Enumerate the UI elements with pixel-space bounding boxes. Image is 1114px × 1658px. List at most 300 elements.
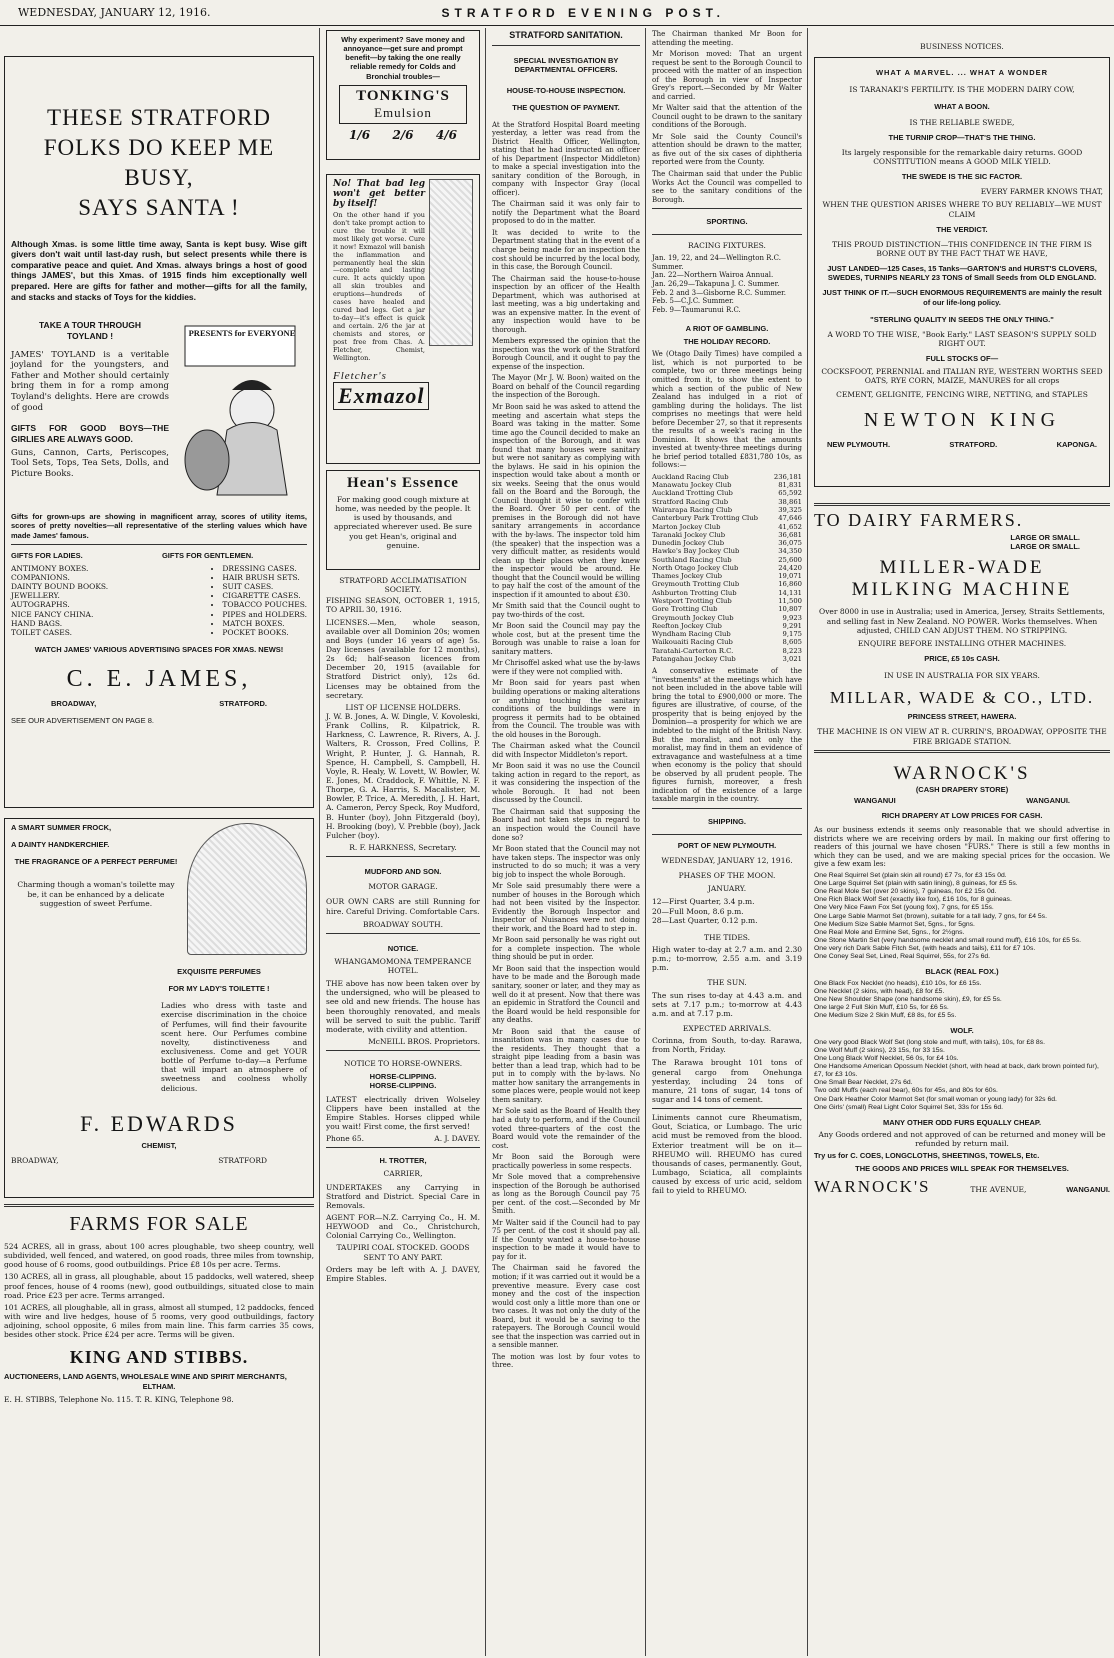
table-row: [652, 481, 802, 489]
trotter-agent: AGENT FOR—N.Z. Carrying Co., H. M. HEYWOOD and Co., Christchurch, Colonial Carrying Co., Wellington.: [326, 1213, 480, 1241]
fixture-item: Feb. 5—C.J.C. Summer.: [652, 297, 734, 306]
king-stibbs-town: ELTHAM.: [142, 1381, 176, 1391]
article-paragraph: Mr Chrisoffel asked what use the by-laws were if they were not complied with.: [492, 659, 640, 676]
table-row: [652, 473, 802, 481]
article-paragraph: Mr Boon said he was asked to attend the meeting and ascertain what steps the Board was taking in the matter. Some time ago the Council decided to make an inspection of the Borough, and it was found that many houses were sanitary but were not sanitary as complying with the bylaws. He said in his opinion the inspection would take about a month or six weeks. Seeing that the onus would fall on the Board and the Borough, the Council thought it wise to confer with the Board. Over 50 per cent. of the premises in the Borough did not have sanitary arrangements in accordance with the by-laws. The inspector told him (the speaker) that the inspection was a very difficult matter, as residents would clean up their places when they knew the inspector would be around. He thought that the Council would be willing to pay half the cost of the amount of the inspection if it amounted to about £30.: [492, 403, 640, 599]
club-name: Wyndham Racing Club: [652, 630, 731, 639]
club-amount: 36,681: [778, 530, 802, 539]
nk-largely: Its largely responsible for the remarkable dairy returns. GOOD CONSTITUTION means A GOOD MILK YIELD.: [841, 147, 1083, 166]
table-row: [652, 523, 802, 531]
table-row: [652, 647, 802, 655]
nk-verdict: THE VERDICT.: [936, 224, 988, 234]
warnock-goods: Any Goods ordered and not approved of can be returned and money will be refunded by return mail.: [818, 1130, 1106, 1149]
list-item: One Dark Heather Color Marmot Set (for small woman or young lady) for 32s 6d.: [814, 1095, 1057, 1103]
trotter-title: H. TROTTER,: [379, 1156, 427, 1166]
club-name: Waikouaiti Racing Club: [652, 638, 733, 647]
warnock-more: MANY OTHER ODD FURS EQUALLY CHEAP.: [882, 1117, 1042, 1127]
james-addr-left: BROADWAY,: [51, 699, 97, 709]
club-name: Taratahi-Carterton R.C.: [652, 646, 734, 655]
king-stibbs-trade: AUCTIONEERS, LAND AGENTS, WHOLESALE WINE AND SPIRIT MERCHANTS,: [4, 1372, 287, 1382]
mw-large-2: LARGE OR SMALL.: [1010, 542, 1080, 552]
list-item: • HAND BAGS.: [11, 619, 108, 628]
list-item: One Small Bear Necklet, 27s 6d.: [814, 1079, 913, 1087]
article-paragraph: The Chairman thanked Mr Boon for attending the meeting.: [652, 30, 802, 47]
moon-phase: 28—Last Quarter, 0.12 p.m.: [652, 915, 758, 925]
column-rule: [645, 28, 646, 1656]
list-item: Two odd Muffs (each real bear), 60s for 45s, and 80s for 60s.: [814, 1087, 998, 1095]
article-paragraph: Mr Boon stated that the Council may not have taken steps. The inspector was only instructed to do so much; it was a very big job to inspect the whole Borough.: [492, 845, 640, 879]
tonkings-text: Why experiment? Save money and annoyance—get sure and prompt benefit—by taking the one really reliable remedy for Colds and Bronchial troubles—: [341, 35, 465, 81]
list-item: • MATCH BOXES.: [222, 619, 307, 628]
warnock-black-heading: BLACK (REAL FOX.): [925, 967, 999, 977]
table-row: [652, 539, 802, 547]
exmazol-ad: [326, 174, 480, 464]
article-paragraph: Mr Sole said as the Board of Health they had a duty to perform, and if the Council voted three-quarters of the cost the Board would vote the remainder of the cost.: [492, 1107, 640, 1150]
club-name: Patangahau Jockey Club: [652, 655, 736, 663]
list-item: • CIGARETTE CASES.: [222, 591, 307, 600]
warnock-black-list: [814, 980, 1110, 1021]
table-row: [652, 630, 802, 638]
club-name: Wairarapa Racing Club: [652, 505, 733, 514]
farm-listing: 524 ACRES, all in grass, about 100 acres ploughable, two sheep country, well subdivided, well fenced, and watered, on good roads, three miles from township, good house of 6 rooms, good outbuildings. Price £8 10s per acre. Terms.: [4, 1242, 314, 1270]
warnock-town: WANGANUI.: [1026, 795, 1070, 805]
sporting-heading: SPORTING.: [706, 217, 748, 227]
club-name: Southland Racing Club: [652, 555, 732, 564]
king-stibbs-contacts: E. H. STIBBS, Telephone No. 115. T. R. KING, Telephone 98.: [4, 1394, 234, 1404]
club-name: Manawatu Jockey Club: [652, 481, 732, 490]
mudford-addr: BROADWAY SOUTH.: [362, 919, 444, 929]
warnocks-ad: [814, 763, 1110, 1197]
list-item: • POCKET BOOKS.: [222, 628, 307, 637]
perfume-body-2: Ladies who dress with taste and exercise discrimination in the choice of Perfumes, will find their favourite scent here. Our Perfumes combine novelty, distinctiveness and exclusiveness. Come and get YOUR bottle of Perfume to-day—a Perfume that will impart an atmosphere of sweetness and coolness wholly delicious.: [161, 1001, 307, 1093]
club-amount: 65,592: [778, 489, 802, 498]
racing-heading: RACING FIXTURES.: [688, 241, 766, 251]
nk-factor: THE SWEDE IS THE SIC FACTOR.: [901, 172, 1023, 182]
article-paragraph: The Chairman asked what the Council did with Inspector Middleton's report.: [492, 742, 640, 759]
club-name: Canterbury Park Trotting Club: [652, 514, 758, 523]
article-paragraph: The Chairman said it was only fair to notify the Department what the Board proposed to do in the matter.: [492, 200, 640, 226]
nk-turnip: THE TURNIP CROP—THAT'S THE THING.: [888, 132, 1036, 142]
sanitation-continued: [652, 30, 802, 204]
warnock-wolf-list: [814, 1039, 1110, 1112]
nk-fertility: IS TARANAKI'S FERTILITY. IS THE MODERN DAIRY COW,: [849, 85, 1075, 95]
article-paragraph: Mr Smith said that the Council ought to pay two-thirds of the cost.: [492, 602, 640, 619]
james-addr-right: STRATFORD.: [219, 699, 267, 709]
club-name: Hawke's Bay Jockey Club: [652, 547, 740, 556]
article-paragraph: Members expressed the opinion that the inspection was the work of the Stratford Borough Council, and it ought to pay the expense of the inspection.: [492, 337, 640, 371]
list-item: • NICE FANCY CHINA.: [11, 610, 108, 619]
nk-word: A WORD TO THE WISE, "Book Early." LAST SEASON'S SUPPLY SOLD RIGHT OUT.: [827, 329, 1097, 348]
gents-heading: GIFTS FOR GENTLEMEN.: [161, 550, 254, 560]
nk-town: NEW PLYMOUTH.: [827, 439, 891, 449]
mw-view: THE MACHINE IS ON VIEW AT R. CURRIN'S, BROADWAY, OPPOSITE THE FIRE BRIGADE STATION.: [817, 727, 1107, 746]
club-amount: 8,223: [782, 646, 802, 655]
list-item: One Girls' (small) Real Light Color Squirrel Set, 33s for 15s 6d.: [814, 1103, 1004, 1111]
hotel-body: THE above has now been taken over by the undersigned, who will be pleased to see old and new friends. The house has been thoroughly renovated, and meals will be served to suit the public. Tariff moderate, with civility and attention.: [326, 979, 480, 1034]
presents-label: PRESENTS for EVERYONE: [188, 328, 296, 339]
fixture-item: Feb. 9—Taumarunui R.C.: [652, 305, 741, 314]
hotel-sign: McNEILL BROS. Proprietors.: [368, 1037, 480, 1047]
club-amount: 41,652: [778, 522, 802, 531]
list-item: One Rich Black Wolf Set (exactly like fox), £16 10s, for 8 guineas.: [814, 896, 1012, 904]
trotter-coal: TAUPIRI COAL STOCKED. GOODS SENT TO ANY PART.: [336, 1243, 470, 1262]
warnock-footer-name: WARNOCK'S: [814, 1176, 931, 1196]
edwards-chemist: CHEMIST,: [141, 1140, 177, 1150]
list-item: One very rich Dark Sable Fitch Set, (with heads and tails), £11 for £7 10s.: [814, 945, 1036, 953]
article-paragraph: The Chairman said the house-to-house inspection by an officer of the Health Department, which was authorised at last meeting, was a big undertaking and was an expensive matter. In the event of any inspection would have to be thorough.: [492, 274, 640, 334]
farm-listing: 101 ACRES, all ploughable, all in grass, almost all stumped, 12 paddocks, fenced with wire and live hedges, house of 5 rooms, very good outbuildings, factory adjoining, school opposite, 6 miles from main line. This farm carries 35 cows, besides other stock. Price £24 per acre. Terms will be given.: [4, 1302, 314, 1340]
accl-sign: R. F. HARKNESS, Secretary.: [349, 842, 457, 852]
moon-heading: PHASES OF THE MOON.: [678, 871, 776, 881]
rarawa-cargo: The Rarawa brought 101 tons of general cargo from Onehunga yesterday, including 24 tons of manure, 21 tons of sugar, 14 tons of sugar and 14 tons of cement.: [652, 1058, 802, 1105]
trotter-body: UNDERTAKES any Carrying in Stratford and District. Special Care in Removals.: [326, 1182, 480, 1210]
mw-title: TO DAIRY FARMERS.: [814, 510, 1024, 531]
list-item: One Necklet (2 skins, with head), £8 for £5.: [814, 987, 945, 995]
warnock-wolf-heading: WOLF.: [950, 1026, 974, 1036]
james-see-page: SEE OUR ADVERTISEMENT ON PAGE 8.: [11, 716, 154, 726]
gambling-table: [652, 473, 802, 663]
perfume-line-2: A DAINTY HANDKERCHIEF.: [11, 840, 110, 850]
nk-marvel: WHAT A MARVEL. ... WHAT A WONDER: [875, 68, 1049, 78]
list-item: One Stone Martin Set (very handsome necklet and small round muff), £16 10s, for £5 5s.: [814, 937, 1081, 945]
king-stibbs-ad: [4, 1204, 314, 1404]
santa-illustration: [177, 320, 307, 504]
james-firm: C. E. JAMES,: [66, 666, 252, 693]
sanitation-article: [492, 121, 640, 1370]
article-paragraph: Mr Sole said presumably there were a number of houses in the Borough which had not been visited by the Inspector. Evidently the Borough Inspector and Inspector of Nuisances were not doing their work, and the Board had to step in.: [492, 882, 640, 933]
table-row: [652, 589, 802, 597]
nk-boon: WHAT A BOON.: [934, 102, 990, 112]
warnock-name: WARNOCK'S: [893, 762, 1031, 784]
exmazol-head: No! That bad leg won't get better by itself!: [333, 179, 425, 209]
exmazol-product: Exmazol: [333, 382, 429, 410]
boys-heading: GIFTS FOR GOOD BOYS—THE GIRLIES ARE ALWAYS GOOD.: [11, 423, 169, 444]
nk-items: COCKSFOOT, PERENNIAL and ITALIAN RYE, WESTERN WORTHS SEED OATS, RYE CORN, MAIZE, MANURES for all crops: [821, 367, 1103, 386]
table-row: [652, 597, 802, 605]
club-name: Reefton Jockey Club: [652, 621, 722, 630]
warnock-footer-avenue: THE AVENUE,: [970, 1184, 1027, 1194]
edwards-perfume-ad: [4, 818, 314, 1198]
club-name: Auckland Trotting Club: [652, 489, 733, 498]
club-name: Auckland Racing Club: [652, 472, 729, 481]
trotter-orders: Orders may be left with A. J. DAVEY, Empire Stables.: [326, 1264, 480, 1283]
club-amount: 9,291: [782, 621, 802, 630]
list-item: One very good Black Wolf Set (long stole and muff, with tails), 10s, for £8 8s.: [814, 1038, 1045, 1046]
club-name: Ashburton Trotting Club: [652, 588, 737, 597]
nk-every: EVERY FARMER KNOWS THAT,: [980, 187, 1103, 197]
list-item: • HAIR BRUSH SETS.: [222, 573, 307, 582]
farm-listing: 130 ACRES, all in grass, all ploughable, about 15 paddocks, well watered, sheep proof fences, house of 4 rooms (new), good outbuildings, situated close to main road. Price £23 per acre. Terms arranged.: [4, 1272, 314, 1300]
warnock-rich: RICH DRAPERY AT LOW PRICES FOR CASH.: [881, 810, 1043, 820]
list-item: • AUTOGRAPHS.: [11, 600, 108, 609]
article-paragraph: It was decided to write to the Department stating that in the event of a charge being made for an inspection the cost should be incurred by the local body, in this case, the Borough Council.: [492, 228, 640, 272]
club-name: Westport Trotting Club: [652, 597, 732, 606]
man-figure-icon: [429, 179, 473, 346]
accl-list: J. W. B. Jones, A. W. Dingle, V. Kovoleski, Frank Collins, R. Kilpatrick, R. Harkness, C. Lawrence, R. Rivers, A. J. Walters, R. Crosson, Fred Collins, P. Wright, P. Hunter, J. G. Hannah, R. Spence, H. Campbell, S. Campbell, H. Voyle, R. Healy, W. Lovett, W. Bowler, W. E. Jones, M. Craddock, F. Whittle, N. F. Thorpe, G. A. Harris, S. Macalister, M. Bowler, P. Trice, A. Meredith, J. H. Hart, A. Cameron, Percy Speck, Roy Mudford, B. Hunter (boy), John Fitzgerald (boy), H. Brooking (boy), V. Prebble (boy), Jack Fulcher (boy).: [326, 711, 480, 840]
hotel-title: WHANGAMOMONA TEMPERANCE HOTEL.: [334, 956, 472, 976]
perfume-line-1: A SMART SUMMER FROCK,: [11, 823, 112, 832]
tonkings-price: 4/6: [435, 127, 457, 142]
list-item: One Medium Size 2 Skin Muff, £8 8s, for £5 5s.: [814, 1012, 957, 1020]
column-rule: [807, 28, 808, 1656]
conservative-estimate: A conservative estimate of the "investments" at the meetings which have not been included in the above table will bring the total to £900,000 or more. The figures are illustrative, of course, of the prosperity that is being enjoyed by the Dominion—a prosperity for which we are indebted to the might of the British Navy. But the moralist, and not only the moralist, may find in them an evidence of extravagance and wastefulness at a time when economy is the policy that should be observed by all prudent people. The figures furnish, moreover, a fresh indication of the existence of a large taxable margin in the country.: [652, 667, 802, 804]
warnock-footer-town: WANGANUI.: [1066, 1184, 1110, 1194]
accl-season: FISHING SEASON, OCTOBER 1, 1915, TO APRIL 30, 1916.: [326, 596, 480, 615]
article-paragraph: Mr Walter said if the Council had to pay 75 per cent. of the cost it should pay all. If the County wanted a house-to-house inspection to be made it would have to pay for it.: [492, 1218, 640, 1261]
club-amount: 9,923: [782, 613, 802, 622]
nk-town: STRATFORD.: [949, 439, 998, 449]
warnock-try: Try us for C. COES, LONGCLOTHS, SHEETINGS, TOWELS, Etc.: [814, 1151, 1040, 1161]
hean-body: For making good cough mixture at home, was needed by the people. It is used by thousands, and appreciated wherever used. Be sure you get Hean's, original and genuine.: [334, 495, 472, 550]
club-amount: 8,605: [782, 638, 802, 647]
masthead: [0, 0, 1114, 26]
santa-headline-1: THESE STRATFORD: [47, 105, 271, 130]
list-item: One Large Sable Marmot Set (brown), suitable for a tall lady, 7 gns, for £4 5s.: [814, 912, 1047, 920]
santa-headline-2: FOLKS DO KEEP ME BUSY,: [43, 134, 275, 190]
moon-phase: 20—Full Moon, 8.6 p.m.: [652, 906, 744, 916]
rheumo-ad: Liniments cannot cure Rheumatism, Gout, Sciatica, or Lumbago. The uric acid must be removed from the blood. Exterior treatment will be on it—RHEUMO will. RHEUMO has cured thousands of cases, permanently. Gout, Lumbago, Sciatica, all complaints caused by excess of uric acid, seldom fail to yield to RHEUMO.: [652, 1113, 802, 1196]
list-item: One large 2 Full Skin Muff, £10 5s, for £6 5s.: [814, 1004, 949, 1012]
racing-fixtures: [652, 254, 802, 314]
trotter-sub: CARRIER,: [383, 1169, 423, 1179]
table-row: [652, 514, 802, 522]
club-name: Gore Trotting Club: [652, 605, 718, 614]
list-item: One Long Black Wolf Necklet, 56 0s, for £4 10s.: [814, 1054, 959, 1062]
list-item: One Coney Seal Set, Lined, Real Squirrel, 55s, for 27s 6d.: [814, 953, 991, 961]
list-item: • DRESSING CASES.: [222, 564, 307, 573]
horse-sign: A. J. DAVEY.: [434, 1134, 480, 1144]
mudford-sub: MOTOR GARAGE.: [368, 882, 438, 892]
article-paragraph: At the Stratford Hospital Board meeting yesterday, a letter was read from the District Health Officer, Wellington, stating that he had instructed an officer of his Department (Inspector Middleton) to make a special investigation into the sanitary condition of the Borough, in company with Inspector Gray (local officer).: [492, 120, 640, 197]
list-item: One Real Mole and Ermine Set, 5gns., for 2½gns.: [814, 928, 965, 936]
list-item: • TOBACCO POUCHES.: [222, 600, 307, 609]
tonkings-brand-box: [339, 85, 467, 124]
list-item: One Handsome American Opossum Necklet (short, with head at back, dark brown pointed fur), £7, for £3 10s.: [814, 1063, 1099, 1079]
club-amount: 16,860: [778, 580, 802, 589]
article-paragraph: The Chairman said that under the Public Works Act the Council was compelled to see to the sanitary conditions of the Borough.: [652, 169, 802, 204]
article-paragraph: Mr Boon said that the cause of insanitation was in many cases due to the residents. They thought that a straight pipe leading from a basin was better than a lead trap, which had to be put in to comply with the by-laws. No matter how sanitary the arrangements in some places were, people would not keep them sanitary.: [492, 1027, 641, 1104]
table-row: [652, 605, 802, 613]
table-row: [652, 614, 802, 622]
perfume-body-1: Charming though a woman's toilette may be, it can be enhanced by a delicate suggestion of sweet Perfume.: [17, 880, 175, 908]
heans-essence-ad: [326, 470, 480, 570]
mw-six: IN USE IN AUSTRALIA FOR SIX YEARS.: [884, 671, 1040, 681]
nk-quality: "STERLING QUALITY IN SEEDS THE ONLY THING.": [870, 314, 1054, 324]
perfume-heading-2: FOR MY LADY'S TOILETTE !: [168, 984, 270, 994]
list-item: One Very Nice Fawn Fox Set (young fox), 7 gns, for £5 15s.: [814, 904, 994, 912]
mw-street: PRINCESS STREET, HAWERA.: [907, 712, 1017, 722]
list-item: One Black Fox Necklet (no heads), £10 10s, for £6 15s.: [814, 979, 982, 987]
club-amount: 24,420: [778, 563, 802, 572]
horse-heading: HORSE-CLIPPING.: [369, 1072, 437, 1082]
list-item: One Wolf Muff (2 skins), 23 15s, for 33 15s.: [814, 1046, 945, 1054]
article-paragraph: The Mayor (Mr J. W. Boon) waited on the Board on behalf of the Council regarding the inspection of the Borough.: [492, 374, 640, 400]
table-row: [652, 489, 802, 497]
business-notices-heading: BUSINESS NOTICES.: [920, 42, 1004, 51]
mudford-title: MUDFORD AND SON.: [364, 867, 442, 877]
warnock-town: WANGANUI: [854, 795, 896, 805]
fixture-item: Jan. 26,29—Takapuna J. C. Summer.: [652, 279, 780, 288]
tonkings-price: 1/6: [349, 127, 371, 142]
accl-body: LICENSES.—Men, whole season, available over all Dominion 20s; women and Boys (under 16 years of age) 5s. Day licenses (available for 12 months), 2s 6d; half-season licences from December 20, 1915 (available for Stratford District only), 12s 6d. Licenses may be obtained from the secretary.: [326, 617, 480, 700]
horse-clipping-ad: [326, 1059, 480, 1143]
article-paragraph: Mr Boon said personally he was right out for a complete inspection. The whole thing should be put in order.: [492, 936, 640, 962]
table-row: [652, 556, 802, 564]
tour-body: JAMES' TOYLAND is a veritable joyland for the youngsters, and Father and Mother should certainly bring them in for a romp among Toyland's delights. Here are crowds of good: [11, 349, 169, 413]
tonkings-emulsion: Emulsion: [374, 104, 432, 120]
table-row: [652, 564, 802, 572]
club-name: Greymouth Jockey Club: [652, 613, 734, 622]
list-item: • COMPANIONS.: [11, 573, 108, 582]
shipping-heading: SHIPPING.: [708, 816, 746, 826]
table-row: [652, 622, 802, 630]
lady-portrait-icon: [187, 823, 307, 955]
mw-enquire: ENQUIRE BEFORE INSTALLING OTHER MACHINES.: [857, 638, 1067, 648]
ladies-list: [11, 564, 108, 637]
mudford-body: OUR OWN CARS are still Running for hire. Careful Driving. Comfortable Cars.: [326, 897, 480, 916]
list-item: • DAINTY BOUND BOOKS.: [11, 582, 108, 591]
article-paragraph: Mr Sole moved that a comprehensive inspection of the Borough be authorised as long as the Borough Council pay 75 per cent. of the cost.—Seconded by Mr Smith.: [492, 1173, 640, 1216]
grown-ups-text: Gifts for grown-ups are showing in magnificent array, scores of utility items, scores of pretty novelties—all representative of the sterling values which have made James' famous.: [11, 512, 307, 540]
sun-body: The sun rises to-day at 4.43 a.m. and sets at 7.17 p.m.; to-morrow at 4.43 a.m. and at 7.17 p.m.: [652, 990, 802, 1018]
hotel-notice: NOTICE.: [387, 943, 419, 953]
tonkings-price: 2/6: [392, 127, 414, 142]
list-item: One Medium Size Sable Marmot Set, 5gns., for 5gns.: [814, 920, 975, 928]
article-paragraph: Mr Walter said that the attention of the Council ought to be drawn to the sanitary conditions of the Borough.: [652, 104, 802, 130]
club-amount: 11,500: [778, 597, 802, 606]
horse-heading: HORSE-CLIPPING.: [369, 1081, 437, 1091]
club-amount: 36,075: [778, 539, 802, 548]
accl-list-heading: LIST OF LICENSE HOLDERS.: [345, 702, 461, 712]
watch-james: WATCH JAMES' VARIOUS ADVERTISING SPACES FOR XMAS. NEWS!: [34, 645, 284, 654]
club-name: Thames Jockey Club: [652, 572, 722, 581]
moon-phase: 12—First Quarter, 3.4 p.m.: [652, 897, 755, 907]
warnock-fur-list: [814, 872, 1110, 962]
fixture-item: Jan. 19, 22, and 24—Wellington R.C. Summer.: [652, 254, 782, 271]
club-amount: 39,325: [778, 505, 802, 514]
sanitation-sub-1: SPECIAL INVESTIGATION BY DEPARTMENTAL OFFICERS.: [513, 55, 619, 75]
perfume-line-3: THE FRAGRANCE OF A PERFECT PERFUME!: [14, 857, 178, 867]
table-row: [652, 580, 802, 588]
article-paragraph: Mr Boon said the Council may pay the whole cost, but at the present time the Borough was unable to raise a loan for sanitary matters.: [492, 622, 640, 656]
club-name: Marton Jockey Club: [652, 522, 721, 531]
nk-firm: NEWTON KING: [863, 408, 1061, 431]
mudford-ad: [326, 867, 480, 929]
mw-name-1: MILLER-WADE: [879, 557, 1045, 579]
article-paragraph: Mr Boon said it was no use the Council taking action in regard to the report, as it was considering the inspection of the whole Borough. It had not been discussed by the Council.: [492, 762, 640, 805]
horse-notice: NOTICE TO HORSE-OWNERS.: [343, 1059, 463, 1069]
port-heading: PORT OF NEW PLYMOUTH.: [677, 840, 777, 850]
fixture-item: Jan. 22—Northern Wairoa Annual.: [652, 271, 774, 280]
tides-heading: THE TIDES.: [703, 932, 751, 942]
list-item: One Real Mole Set (over 20 skins), 7 guineas, for £2 15s 0d.: [814, 888, 997, 896]
santa-headline-3: SAYS SANTA !: [78, 194, 240, 220]
column-1: [0, 28, 318, 1656]
riot-heading: A RIOT OF GAMBLING.: [685, 324, 769, 334]
list-item: • ANTIMONY BOXES.: [11, 564, 108, 573]
club-amount: 236,181: [773, 472, 802, 481]
column-rule: [319, 28, 320, 1656]
sun-heading: THE SUN.: [707, 978, 747, 988]
tides-body: High water to-day at 2.7 a.m. and 2.30 p.m.; to-morrow, 2.55 a.m. and 3.19 p.m.: [652, 945, 802, 973]
hean-title: Hean's Essence: [347, 475, 459, 491]
club-amount: 34,350: [778, 547, 802, 556]
exmazol-fletchers: Fletcher's: [333, 369, 387, 382]
nk-stocks: FULL STOCKS OF—: [925, 354, 999, 364]
list-item: One Large Squirrel Set (plain with satin lining), 8 guineas, for £5 5s.: [814, 879, 1018, 887]
sanitation-sub-2: HOUSE-TO-HOUSE INSPECTION.: [506, 86, 626, 96]
fixture-item: Feb. 2 and 3—Gisborne R.C. Summer.: [652, 288, 786, 297]
club-amount: 47,646: [778, 514, 802, 523]
nk-when: WHEN THE QUESTION ARISES WHERE TO BUY RELIABLY—WE MUST CLAIM: [822, 200, 1102, 219]
miller-wade-ad: [814, 503, 1110, 753]
table-row: [652, 547, 802, 555]
column-4: [648, 28, 806, 1656]
accl-title: STRATFORD ACCLIMATISATION SOCIETY.: [339, 576, 467, 595]
article-paragraph: Mr Sole said the County Council's attention should be drawn to the matter, as five out of the six cases of diphtheria reported were from the County.: [652, 132, 802, 167]
arrivals-body: Corinna, from South, to-day. Rarawa, from North, Friday.: [652, 1036, 802, 1055]
arrivals-heading: EXPECTED ARRIVALS.: [682, 1024, 772, 1034]
mw-price: PRICE, £5 10s CASH.: [924, 653, 1000, 663]
table-row: [652, 638, 802, 646]
mw-body: Over 8000 in use in Australia; used in America, Jersey, Straits Settlements, and selling fast in New Zealand. NO POWER. Works themselves. When adjusted, CHILD CAN ADJUST THEM. NO STRIPPING.: [819, 607, 1105, 635]
trotter-ad: [326, 1156, 480, 1283]
sanitation-sub-3: THE QUESTION OF PAYMENT.: [512, 103, 620, 113]
club-name: Taranaki Jockey Club: [652, 530, 726, 539]
nk-landed: JUST LANDED—125 Cases, 15 Tanks—GARTON'S and HURST'S CLOVERS, SWEDES, TURNIPS NEARLY 23 TONS of Small Seeds from OLD ENGLAND.: [827, 264, 1097, 283]
riot-sub: THE HOLIDAY RECORD.: [683, 337, 771, 347]
club-name: Stratford Racing Club: [652, 497, 729, 506]
table-row: [652, 572, 802, 580]
james-santa-ad: [4, 56, 314, 808]
table-row: [652, 498, 802, 506]
table-row: [652, 506, 802, 514]
perfume-heading-1: EXQUISITE PERFUMES: [177, 967, 261, 976]
article-paragraph: Mr Boon said the Borough were practically powerless in some respects.: [492, 1153, 640, 1170]
santa-intro: Although Xmas. is some little time away, Santa is kept busy. Wise gift givers don't wait until last-day rush, but select presents while there is comparative peace and quiet. And Xmas. always brings a host of good things JAMES', but this Xmas. of 1915 finds him exceptionally well prepared. Here are gifts for father and mother—gifts for all the family, and stacks and stacks of Toys for the kiddies.: [11, 238, 307, 302]
mw-firm: MILLAR, WADE & CO., LTD.: [829, 688, 1095, 708]
warnock-speak: THE GOODS AND PRICES WILL SPEAK FOR THEMSELVES.: [855, 1163, 1069, 1173]
article-paragraph: The Chairman said he favored the motion; if it was carried out it would be a preventive measure. Every case cost money and the cost of the inspection would cost only a little more than one or two cases. It was not only the duty of the Board, but it would be a saving to the ratepayers. The Borough Council would see that the inspection was carried out in a sensible manner.: [492, 1264, 640, 1350]
masthead-date: WEDNESDAY, JANUARY 12, 1916.: [18, 6, 211, 19]
warnock-sub: (CASH DRAPERY STORE): [915, 784, 1009, 794]
nk-think: JUST THINK OF IT.—SUCH ENORMOUS REQUIREMENTS are mainly the result of our life-long policy.: [822, 288, 1102, 307]
club-amount: 9,175: [782, 630, 802, 639]
newton-king-ad: [814, 57, 1110, 487]
tonkings-brand: TONKING'S: [356, 87, 450, 104]
acclimatisation-notice: [326, 576, 480, 852]
nk-this: THIS PROUD DISTINCTION—THIS CONFIDENCE IN THE FIRM IS BORNE OUT BY THE FACT THAT WE HAVE,: [832, 239, 1092, 258]
whangamomona-hotel-ad: [326, 944, 480, 1046]
edwards-addr-left: BROADWAY,: [11, 1155, 59, 1165]
table-row: [652, 655, 802, 663]
edwards-firm: F. EDWARDS: [80, 1110, 238, 1136]
club-amount: 25,600: [778, 555, 802, 564]
list-item: • PIPES and HOLDERS.: [222, 610, 307, 619]
article-paragraph: Mr Boon said that the inspection would have to be made and the Borough made sanitary, sooner or later, and they may as well do it at present. Now that there was an epidemic in Stratford the Council and the Board would be held responsible for any deaths.: [492, 964, 640, 1025]
exmazol-body: On the other hand if you don't take prompt action to cure the trouble it will most likely get worse. Cure it now! Exmazol will banish the inflammation and permanently heal the skin—complete and lasting cure. It acts quickly upon all skin troubles and eruptions—hundreds of cases have healed and cured bad legs. Get a jar to-day—it's effect is quick and certain. 2/6 the jar at chemists and stores, or post free from Chas. A. Fletcher, Chemist, Wellington.: [333, 211, 425, 362]
boys-body: Guns, Cannon, Carts, Periscopes, Tool Sets, Tops, Tea Sets, Dolls, and Picture Books.: [11, 447, 169, 479]
tour-heading-2: TOYLAND !: [66, 330, 114, 341]
club-amount: 38,861: [778, 497, 802, 506]
article-paragraph: The motion was lost by four votes to three.: [492, 1352, 640, 1370]
list-item: • JEWELLERY.: [11, 591, 108, 600]
club-amount: 19,071: [778, 572, 802, 581]
table-row: [652, 531, 802, 539]
masthead-title: STRATFORD EVENING POST.: [441, 5, 725, 20]
nk-town: KAPONGA.: [1056, 439, 1097, 449]
article-paragraph: Mr Morison moved: That an urgent request be sent to the Borough Council to proceed with the matter of an inspection of the Borough in view of Inspector Grey's report.—Seconded by Mr Walter and carried.: [652, 50, 802, 101]
